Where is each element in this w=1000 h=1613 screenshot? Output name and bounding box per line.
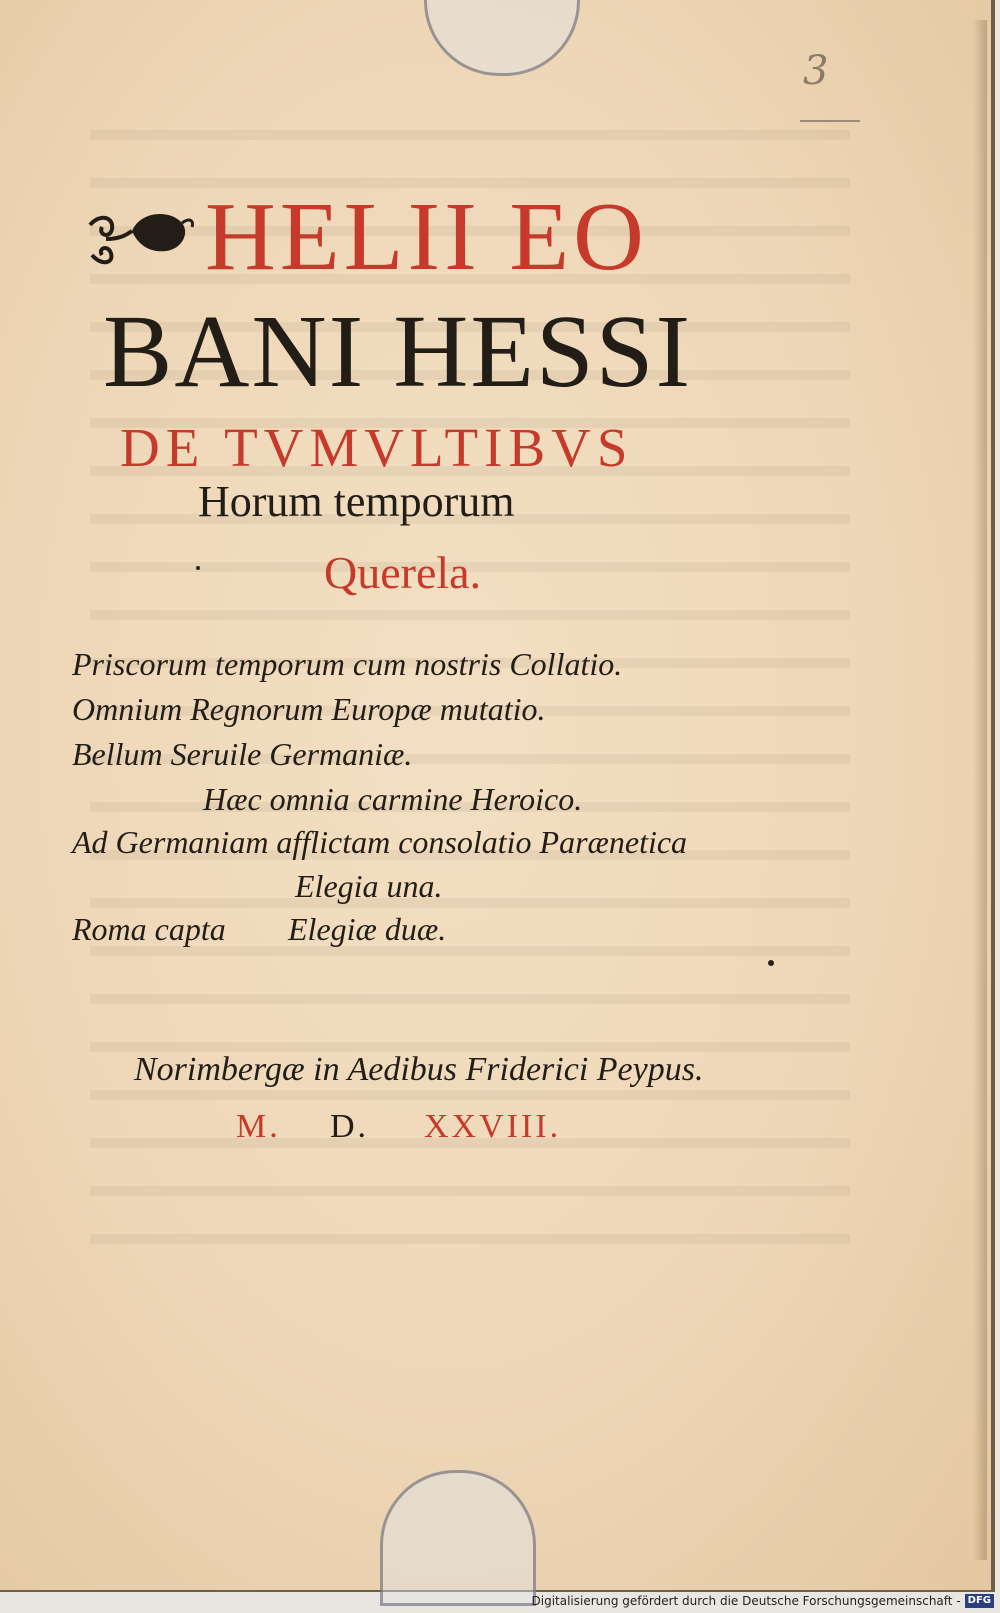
digitization-credit bbox=[532, 1594, 995, 1608]
credit-text: Digitalisierung gefördert durch die Deutsche Forschungsgemeinschaft - bbox=[531, 1594, 961, 1608]
title-line-3: DE TVMVLTIBVS bbox=[120, 417, 634, 478]
title-line-4: Horum temporum bbox=[198, 477, 515, 526]
imprint-date-y: XXVIII. bbox=[424, 1108, 562, 1145]
contents-line-3: Bellum Seruile Germaniæ. bbox=[72, 736, 413, 772]
page-edge-shadow bbox=[973, 20, 987, 1560]
contents-line-7b: Elegiæ duæ. bbox=[288, 911, 447, 947]
contents-line-6: Elegia una. bbox=[295, 868, 443, 904]
imprint-date-d: D. bbox=[330, 1108, 370, 1145]
title-line-1: HELII EO bbox=[205, 183, 648, 291]
contents-line-1: Priscorum temporum cum nostris Collatio. bbox=[72, 646, 623, 682]
title-line-5: Querela. bbox=[324, 547, 482, 598]
folio-number: 3 bbox=[803, 48, 829, 94]
title-line-2: BANI HESSI bbox=[103, 294, 693, 409]
contents-line-5: Ad Germaniam afflictam consolatio Parænetica bbox=[72, 824, 688, 860]
imprint-place: Norimbergæ in Aedibus Friderici Peypus. bbox=[134, 1051, 704, 1088]
bottom-page-clip bbox=[380, 1470, 536, 1606]
contents-line-7a: Roma capta bbox=[72, 911, 226, 947]
ink-speck bbox=[768, 960, 774, 966]
dfg-logo-icon: DFG bbox=[965, 1594, 994, 1608]
ink-speck bbox=[196, 566, 200, 570]
imprint-date-m: M. bbox=[236, 1108, 281, 1145]
top-page-clip bbox=[424, 0, 580, 76]
folio-dash bbox=[800, 120, 860, 122]
leaf-ornament-icon bbox=[86, 205, 198, 277]
contents-line-2: Omnium Regnorum Europæ mutatio. bbox=[72, 691, 546, 727]
contents-line-4: Hæc omnia carmine Heroico. bbox=[203, 781, 583, 817]
